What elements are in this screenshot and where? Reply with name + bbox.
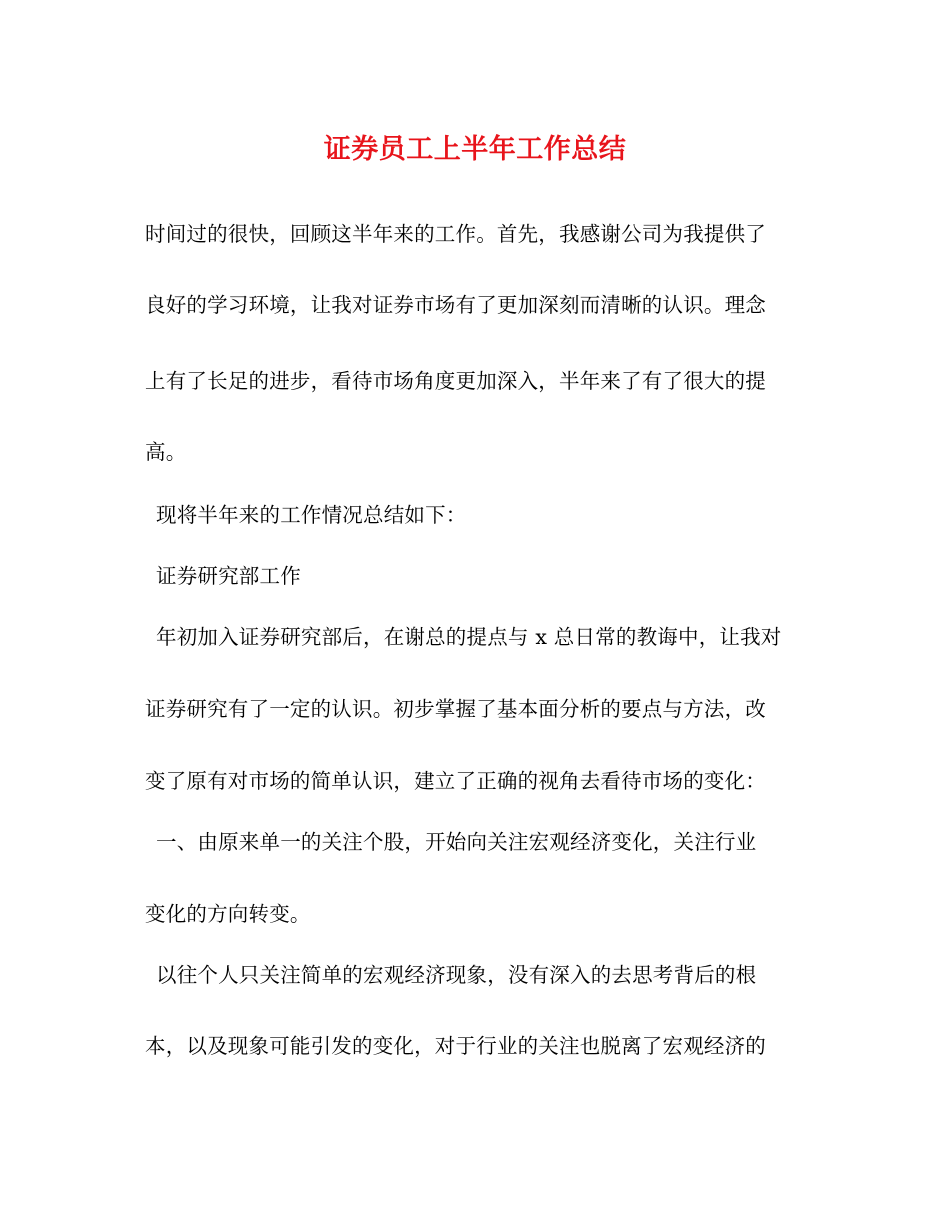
- paragraph-line: 以往个人只关注简单的宏观经济现象，没有深入的去思考背后的根: [156, 963, 757, 987]
- paragraph-line: 高。: [145, 440, 187, 464]
- paragraph-line: 年初加入证券研究部后，在谢总的提点与 x 总日常的教诲中，让我对: [156, 625, 782, 649]
- paragraph-line: 现将半年来的工作情况总结如下：: [156, 503, 467, 527]
- paragraph-line: 时间过的很快，回顾这半年来的工作。首先，我感谢公司为我提供了: [145, 222, 766, 246]
- paragraph-line: 一、由原来单一的关注个股，开始向关注宏观经济变化，关注行业: [156, 830, 757, 854]
- paragraph-line: 变化的方向转变。: [145, 902, 311, 926]
- paragraph-line: 良好的学习环境，让我对证券市场有了更加深刻而清晰的认识。理念: [145, 293, 766, 317]
- section-heading: 证券研究部工作: [156, 564, 301, 588]
- paragraph-line: 上有了长足的进步，看待市场角度更加深入，半年来了有了很大的提: [145, 369, 766, 393]
- paragraph-line: 变了原有对市场的简单认识，建立了正确的视角去看待市场的变化：: [145, 769, 766, 793]
- document-title: 证券员工上半年工作总结: [323, 134, 627, 165]
- paragraph-line: 证券研究有了一定的认识。初步掌握了基本面分析的要点与方法，改: [145, 697, 766, 721]
- paragraph-line: 本，以及现象可能引发的变化，对于行业的关注也脱离了宏观经济的: [145, 1034, 766, 1058]
